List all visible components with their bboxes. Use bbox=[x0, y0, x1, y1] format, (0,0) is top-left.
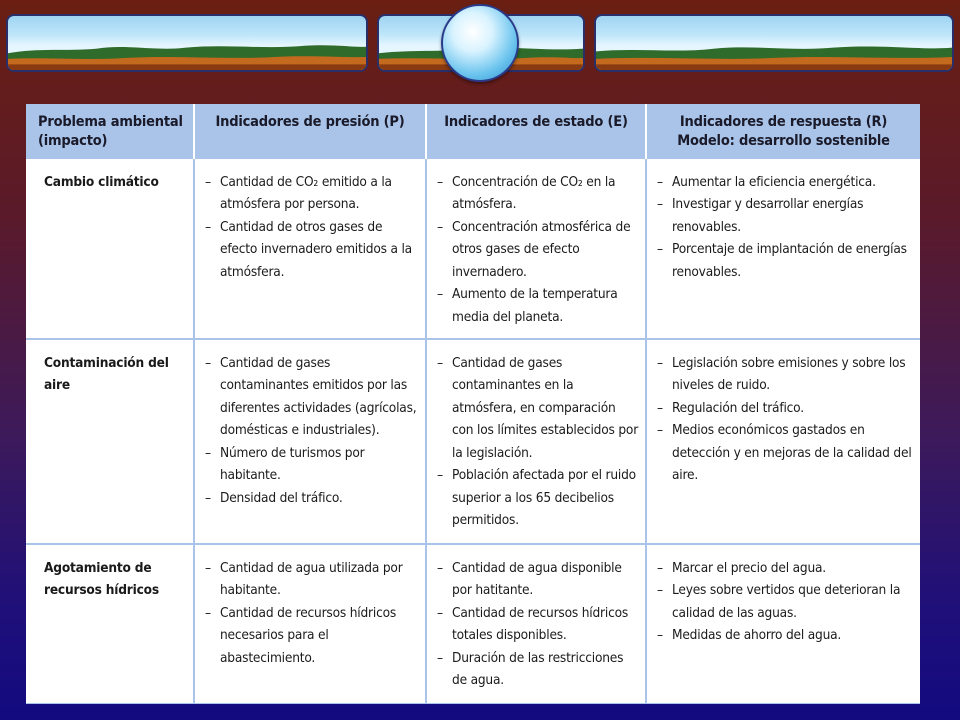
landscape-banner-left bbox=[6, 14, 368, 72]
table-header-row bbox=[26, 104, 920, 159]
indicators-table-panel bbox=[26, 104, 920, 704]
list-item: – Legislación sobre emisiones y sobre los niveles de ruido. bbox=[655, 352, 914, 397]
globe-icon bbox=[441, 4, 519, 82]
state-cell bbox=[426, 339, 646, 544]
list-item: – Leyes sobre vertidos que deterioran la calidad de las aguas. bbox=[655, 579, 914, 624]
header-pressure: Indicadores de presión (P) bbox=[194, 104, 426, 159]
list-item: – Concentración atmosférica de otros gases de efecto invernadero. bbox=[435, 216, 639, 284]
header-response: Indicadores de respuesta (R) Modelo: desarrollo sostenible bbox=[646, 104, 920, 159]
landscape-banner-right bbox=[594, 14, 954, 72]
list-item: – Regulación del tráfico. bbox=[655, 397, 914, 420]
response-cell bbox=[646, 339, 920, 544]
list-item: – Aumentar la eficiencia energética. bbox=[655, 171, 914, 194]
list-item: – Investigar y desarrollar energías renovables. bbox=[655, 193, 914, 238]
pressure-cell bbox=[194, 544, 426, 704]
state-cell bbox=[426, 159, 646, 339]
list-item: – Duración de las restricciones de agua. bbox=[435, 647, 639, 692]
list-item: – Porcentaje de implantación de energías renovables. bbox=[655, 238, 914, 283]
list-item: – Concentración de CO₂ en la atmósfera. bbox=[435, 171, 639, 216]
list-item: – Número de turismos por habitante. bbox=[203, 442, 419, 487]
pressure-cell bbox=[194, 159, 426, 339]
list-item: – Densidad del tráfico. bbox=[203, 487, 419, 510]
list-item: – Población afectada por el ruido superior a los 65 decibelios permitidos. bbox=[435, 464, 639, 532]
response-cell bbox=[646, 159, 920, 339]
list-item: – Cantidad de agua disponible por hatitante. bbox=[435, 557, 639, 602]
list-item: – Cantidad de gases contaminantes emitidos por las diferentes actividades (agrícolas, domésticas e industriales). bbox=[203, 352, 419, 442]
list-item: – Cantidad de recursos hídricos necesarios para el abastecimiento. bbox=[203, 602, 419, 670]
problem-cell: Cambio climático bbox=[26, 159, 194, 339]
list-item: – Medidas de ahorro del agua. bbox=[655, 624, 914, 647]
list-item: – Cantidad de agua utilizada por habitante. bbox=[203, 557, 419, 602]
list-item: – Marcar el precio del agua. bbox=[655, 557, 914, 580]
state-cell bbox=[426, 544, 646, 704]
header-state: Indicadores de estado (E) bbox=[426, 104, 646, 159]
list-item: – Aumento de la temperatura media del planeta. bbox=[435, 283, 639, 328]
list-item: – Cantidad de otros gases de efecto invernadero emitidos a la atmósfera. bbox=[203, 216, 419, 284]
response-cell bbox=[646, 544, 920, 704]
problem-cell: Agotamiento de recursos hídricos bbox=[26, 544, 194, 704]
table-row bbox=[26, 159, 920, 339]
table-row bbox=[26, 339, 920, 544]
table-row bbox=[26, 544, 920, 704]
list-item: – Cantidad de recursos hídricos totales disponibles. bbox=[435, 602, 639, 647]
list-item: – Cantidad de CO₂ emitido a la atmósfera por persona. bbox=[203, 171, 419, 216]
environmental-indicators-table bbox=[26, 104, 920, 704]
header-problem: Problema ambiental (impacto) bbox=[26, 104, 194, 159]
list-item: – Medios económicos gastados en detección y en mejoras de la calidad del aire. bbox=[655, 419, 914, 487]
list-item: – Cantidad de gases contaminantes en la atmósfera, en comparación con los límites establecidos por la legislación. bbox=[435, 352, 639, 465]
pressure-cell bbox=[194, 339, 426, 544]
problem-cell: Contaminación del aire bbox=[26, 339, 194, 544]
